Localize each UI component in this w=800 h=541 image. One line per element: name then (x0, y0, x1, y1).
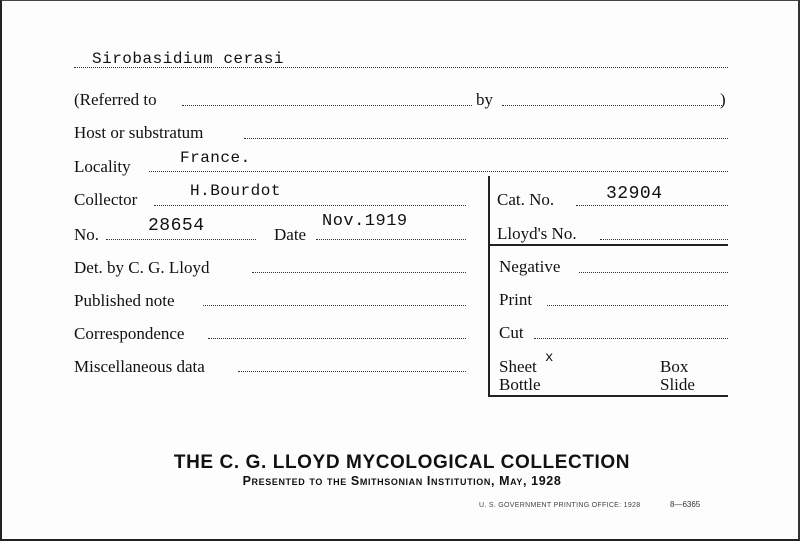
specimen-name-line (74, 67, 728, 68)
cat-no-label: Cat. No. (497, 190, 555, 209)
locality-line (149, 171, 728, 172)
collector-line (154, 205, 466, 206)
number-value: 28654 (148, 216, 205, 236)
collector-value: H.Bourdot (190, 182, 281, 200)
correspondence-line (208, 338, 466, 339)
right-box-divider (488, 244, 728, 246)
referred-to-line (182, 105, 472, 106)
host-label: Host or substratum (74, 123, 204, 142)
negative-line (579, 272, 728, 273)
cut-label: Cut (499, 323, 524, 342)
no-label: No. (74, 225, 100, 244)
collector-label: Collector (74, 190, 138, 209)
host-line (244, 138, 728, 139)
bottle-label: Bottle (499, 375, 541, 394)
misc-line (238, 371, 466, 372)
by-label: by (476, 90, 493, 109)
right-box-bottom-rule (488, 395, 728, 397)
printing-office-imprint: U. S. GOVERNMENT PRINTING OFFICE: 1928 (479, 502, 641, 509)
referred-to-label: (Referred to (74, 90, 157, 109)
number-line (106, 239, 256, 240)
date-value: Nov.1919 (322, 212, 408, 231)
slide-label: Slide (660, 375, 695, 394)
cat-no-line (576, 205, 728, 206)
det-by-line (252, 272, 466, 273)
locality-value: France. (180, 149, 251, 167)
published-note-line (203, 305, 466, 306)
cat-no-value: 32904 (606, 184, 663, 204)
locality-label: Locality (74, 157, 131, 176)
lloyds-no-line (600, 239, 728, 240)
date-label: Date (274, 225, 307, 244)
sheet-mark: x (545, 350, 554, 366)
cut-line (534, 338, 728, 339)
by-line (502, 105, 722, 106)
lloyds-no-label: Lloyd's No. (497, 224, 577, 243)
misc-label: Miscellaneous data (74, 357, 205, 376)
close-paren: ) (720, 90, 726, 109)
specimen-name: Sirobasidium cerasi (92, 50, 284, 68)
correspondence-label: Correspondence (74, 324, 185, 343)
published-note-label: Published note (74, 291, 175, 310)
sheet-label: Sheet (499, 357, 537, 376)
print-line (547, 305, 728, 306)
box-label: Box (660, 357, 689, 376)
date-line (316, 239, 466, 240)
presentation-note: Presented to the Smithsonian Institution, May, 1928 (242, 474, 562, 488)
right-box-left-rule (488, 176, 490, 396)
form-code: 8—6365 (670, 500, 701, 509)
collection-title: THE C. G. LLOYD MYCOLOGICAL COLLECTION (173, 452, 631, 473)
print-label: Print (499, 290, 533, 309)
det-by-label: Det. by C. G. Lloyd (74, 258, 210, 277)
negative-label: Negative (499, 257, 561, 276)
